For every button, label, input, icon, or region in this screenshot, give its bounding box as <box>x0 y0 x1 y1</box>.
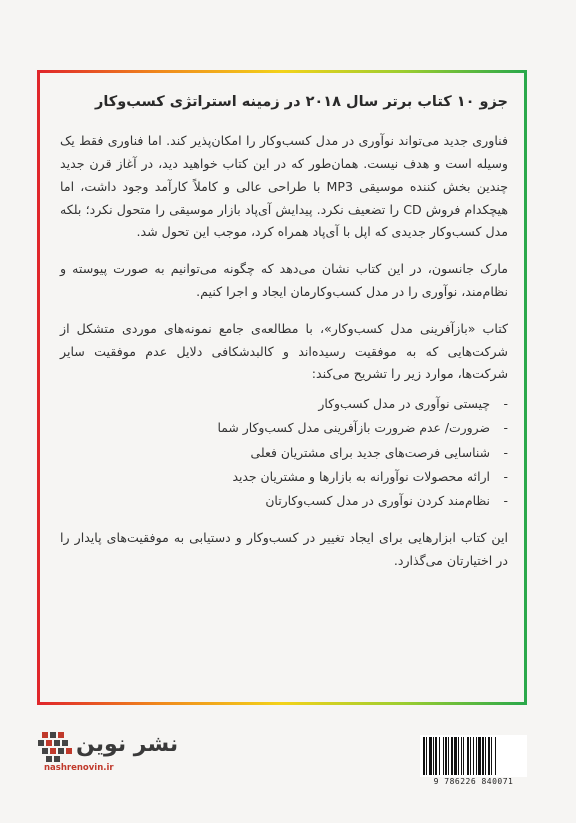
paragraph-2: مارک جانسون، در این کتاب نشان می‌دهد که چگونه می‌توانیم به صورت پیوسته و نظام‌مند، نوآوری را در مدل کسب‌وکارمان ایجاد و اجرا کنیم. <box>60 261 508 300</box>
back-cover-text <box>60 92 508 587</box>
barcode-bar <box>439 737 440 775</box>
barcode-bar <box>451 737 453 775</box>
barcode-bar <box>433 737 434 775</box>
barcode-bar <box>485 737 486 775</box>
isbn-number: 9 786226 840071 <box>433 777 514 786</box>
barcode-bar <box>482 737 484 775</box>
book-pixel-icon <box>38 730 76 762</box>
barcode-bar <box>495 737 496 775</box>
barcode-bar <box>423 737 425 775</box>
barcode-bar <box>461 737 462 775</box>
bullet-marker: - <box>503 444 508 460</box>
barcode-bar <box>463 737 464 775</box>
list-item: - نظام‌مند کردن نوآوری در مدل کسب‌وکارتان <box>60 489 508 513</box>
list-item: - ارائه محصولات نوآورانه به بازارها و مشتریان جدید <box>60 465 508 489</box>
bullet-marker: - <box>503 493 508 509</box>
barcode-bar <box>488 737 490 775</box>
topics-list <box>60 392 508 513</box>
barcode-bar <box>470 737 471 775</box>
barcode-bar <box>491 737 492 775</box>
paragraph-1: فناوری جدید می‌تواند نوآوری در مدل کسب‌وکار را امکان‌پذیر کند. اما فناوری فقط یک وسیله است و هدف نیست. همان‌طور که در این کتاب خواهید دید، در آغاز قرن جدید چندین بخش کننده موسیقی MP3 با طراحی عالی و کاملاً کارآمد وجود داشت، اما هیچکدام فروش CD را تضعیف نکرد. پیدایش آی‌پاد بازار موسیقی را متحول نکرد؛ بلکه مدل کسب‌وکار جدیدی که اپل با آی‌پاد همراه کرد، موجب این تحول شد. <box>60 133 508 240</box>
publisher-logo <box>38 730 188 780</box>
barcode-bar <box>478 737 481 775</box>
barcode-bar <box>443 737 444 775</box>
bullet-marker: - <box>503 396 508 412</box>
barcode-bar <box>445 737 447 775</box>
barcode-bar <box>454 737 457 775</box>
barcode-bar <box>426 737 427 775</box>
barcode-bar <box>435 737 437 775</box>
isbn-barcode <box>420 735 527 777</box>
barcode-bar <box>429 737 432 775</box>
cover-heading: جزو ۱۰ کتاب برتر سال ۲۰۱۸ در زمینه استراتژی کسب‌وکار <box>94 94 508 110</box>
barcode-bar <box>476 737 477 775</box>
barcode-bar <box>473 737 474 775</box>
barcode-bar <box>448 737 449 775</box>
list-item: - چیستی نوآوری در مدل کسب‌وکار <box>60 392 508 416</box>
list-item: - شناسایی فرصت‌های جدید برای مشتریان فعلی <box>60 441 508 465</box>
barcode-bar <box>458 737 459 775</box>
closing-paragraph: این کتاب ابزارهایی برای ایجاد تغییر در کسب‌وکار و دستیابی به موفقیت‌های پایدار را در اختیارتان می‌گذارد. <box>60 530 508 569</box>
list-item: - ضرورت/ عدم ضرورت بازآفرینی مدل کسب‌وکار شما <box>60 416 508 440</box>
barcode-bar <box>467 737 469 775</box>
paragraph-3: کتاب «بازآفرینی مدل کسب‌وکار»، با مطالعه‌ی جامع نمونه‌های موردی متشکل از شرکت‌هایی که به موفقیت رسیده‌اند و کالبدشکافی دلایل عدم موفقیت سایر شرکت‌ها، موارد زیر را تشریح می‌کند: <box>60 320 508 382</box>
publisher-url: nashrenovin.ir <box>44 763 114 773</box>
bullet-marker: - <box>503 420 508 436</box>
publisher-name: نشر نوین <box>76 732 179 757</box>
bullet-marker: - <box>503 468 508 484</box>
